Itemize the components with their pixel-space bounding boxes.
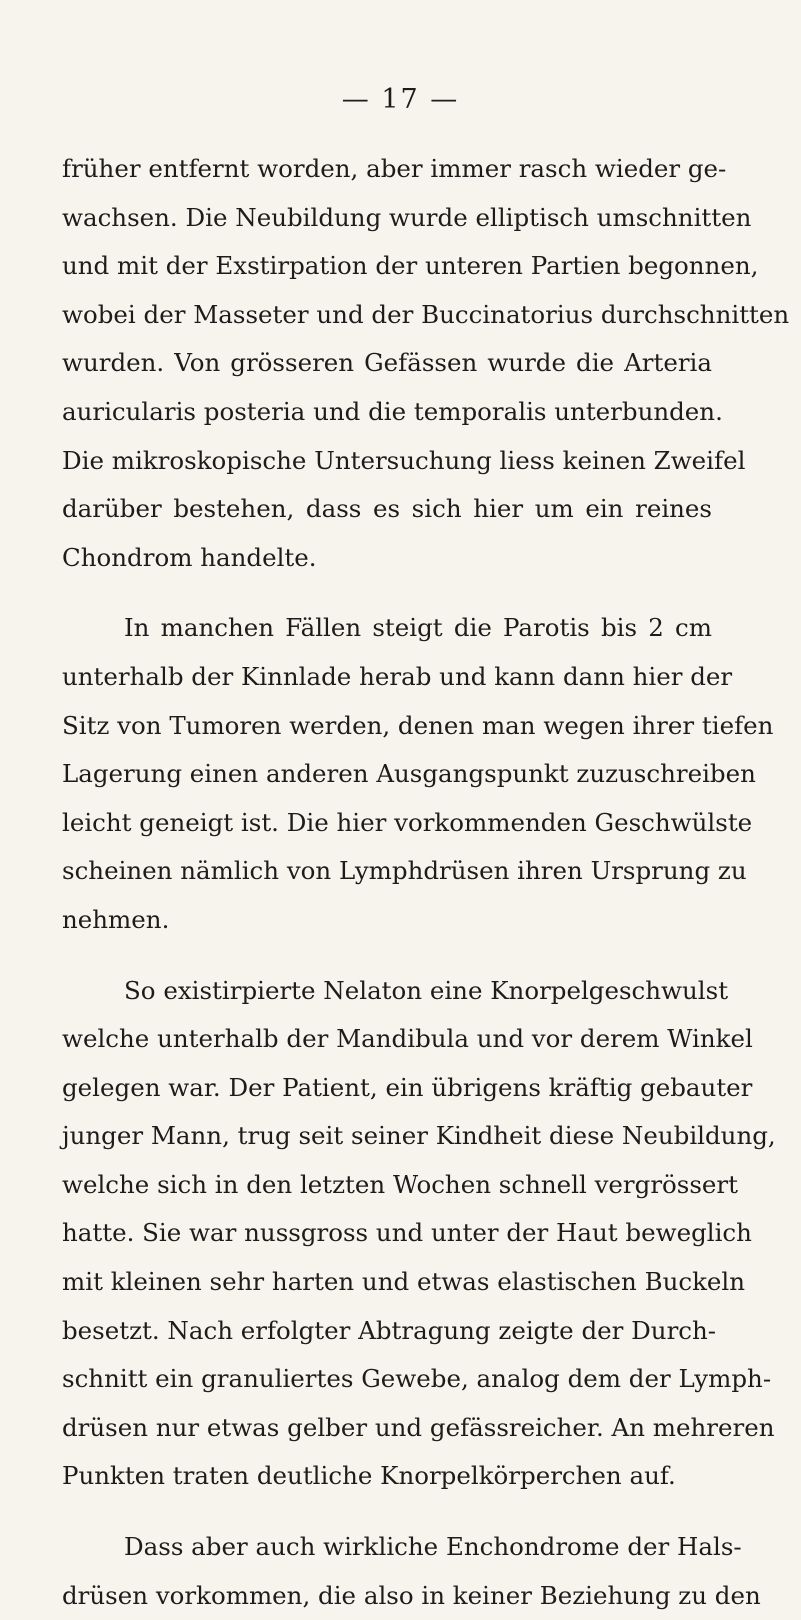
text-line: früher entfernt worden, aber immer rasch wieder ge-	[62, 154, 727, 183]
text-line: gelegen war. Der Patient, ein übrigens kräftig gebauter	[62, 1072, 753, 1102]
text-line: wachsen. Die Neubildung wurde elliptisch umschnitten	[62, 202, 752, 232]
text-line: Dass aber auch wirkliche Enchondrome der Hals-	[124, 1532, 742, 1562]
paragraph	[62, 604, 774, 944]
text-line: leicht geneigt ist. Die hier vorkommenden Geschwülste	[62, 807, 753, 837]
text-line: besetzt. Nach erfolgter Abtragung zeigte der Durch-	[62, 1315, 717, 1345]
text-line: Sitz von Tumoren werden, denen man wegen ihrer tiefen	[62, 710, 774, 740]
text-line: wurden. Von grösseren Gefässen wurde die Arteria	[62, 348, 712, 378]
body-text	[62, 145, 790, 1620]
text-line: scheinen nämlich von Lymphdrüsen ihren Ursprung zu	[62, 856, 747, 886]
text-line: darüber bestehen, dass es sich hier um ein reines	[62, 494, 712, 524]
text-line: Chondrom handelte.	[62, 542, 317, 572]
text-line: welche sich in den letzten Wochen schnell vergrössert	[62, 1169, 738, 1199]
paragraph	[62, 967, 776, 1502]
text-line: unterhalb der Kinnlade herab und kann dann hier der	[62, 661, 733, 691]
text-line: Lagerung einen anderen Ausgangspunkt zuzuschreiben	[62, 759, 756, 789]
text-line: drüsen nur etwas gelber und gefässreicher. An mehreren	[62, 1412, 775, 1442]
text-line: mit kleinen sehr harten und etwas elastischen Buckeln	[62, 1267, 746, 1297]
text-line: So existirpierte Nelaton eine Knorpelgeschwulst	[124, 975, 729, 1005]
text-line: nehmen.	[62, 904, 170, 934]
text-line: junger Mann, trug seit seiner Kindheit diese Neubildung,	[62, 1121, 776, 1151]
text-line: welche unterhalb der Mandibula und vor derem Winkel	[62, 1024, 753, 1054]
paragraph	[62, 1523, 761, 1620]
text-line: schnitt ein granuliertes Gewebe, analog dem der Lymph-	[62, 1364, 772, 1394]
text-line: Punkten traten deutliche Knorpelkörperchen auf.	[62, 1461, 676, 1491]
paragraph	[62, 145, 790, 582]
page-number: — 17 —	[341, 84, 460, 115]
text-line: und mit der Exstirpation der unteren Partien begonnen,	[62, 251, 759, 281]
text-line: Die mikroskopische Untersuchung liess keinen Zweifel	[62, 445, 746, 475]
text-line: drüsen vorkommen, die also in keiner Beziehung zu den	[62, 1580, 761, 1610]
text-line: auricularis posteria und die temporalis unterbunden.	[62, 396, 723, 426]
text-line: hatte. Sie war nussgross und unter der Haut beweglich	[62, 1218, 752, 1248]
text-line: wobei der Masseter und der Buccinatorius durchschnitten	[62, 299, 790, 329]
text-line: In manchen Fällen steigt die Parotis bis 2 cm	[124, 613, 712, 643]
